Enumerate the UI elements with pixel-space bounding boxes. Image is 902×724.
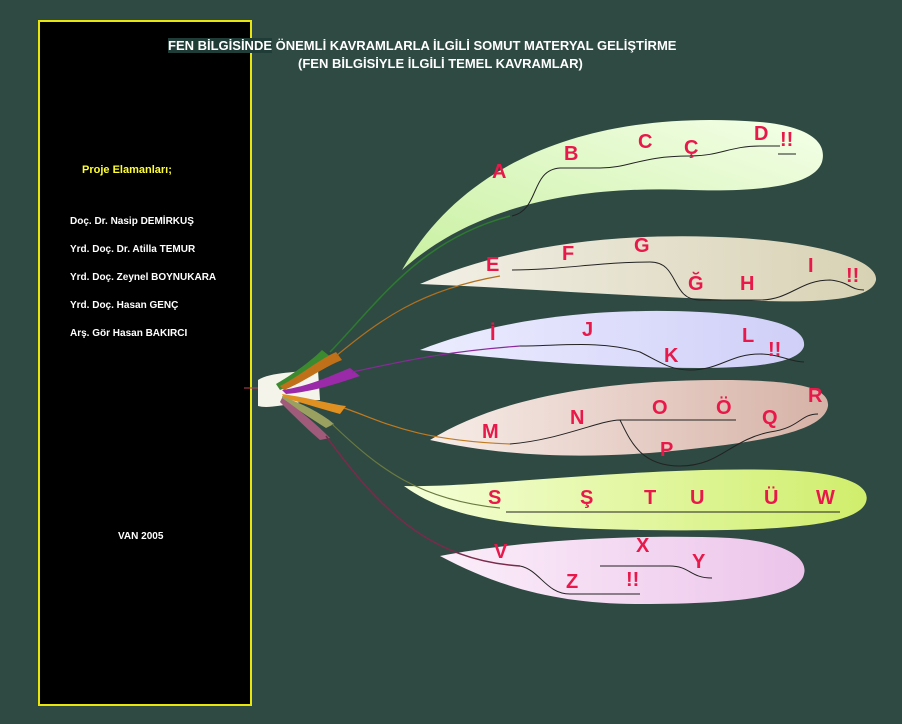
team-member: Arş. Gör Hasan BAKIRCI xyxy=(70,328,188,339)
letter: T xyxy=(644,487,657,509)
letter: P xyxy=(660,439,674,461)
letter: Ö xyxy=(716,397,732,419)
letter: Ü xyxy=(764,487,779,509)
letter: G xyxy=(634,235,650,257)
letter: !! xyxy=(626,569,640,591)
letter: S xyxy=(488,487,502,509)
letter: !! xyxy=(846,265,860,287)
letter: !! xyxy=(780,129,794,151)
letter: H xyxy=(740,273,755,295)
footer-year: VAN 2005 xyxy=(118,531,164,542)
letter: O xyxy=(652,397,668,419)
letter: A xyxy=(492,161,507,183)
letter: I xyxy=(808,255,814,277)
letter: X xyxy=(636,535,650,557)
letter: J xyxy=(582,319,594,341)
letter: Ğ xyxy=(688,273,704,295)
team-member: Yrd. Doç. Dr. Atilla TEMUR xyxy=(70,244,196,255)
letter: E xyxy=(486,254,500,276)
letter: D xyxy=(754,123,769,145)
letter: L xyxy=(742,325,755,347)
letter: Y xyxy=(692,551,706,573)
letter: İ xyxy=(490,323,496,345)
team-heading: Proje Elamanları; xyxy=(82,164,172,176)
letter: C xyxy=(638,131,653,153)
team-member: Doç. Dr. Nasip DEMİRKUŞ xyxy=(70,216,194,227)
letter: Ş xyxy=(580,487,594,509)
letter: U xyxy=(690,487,705,509)
title-highlight: FEN BİLGİSİNDE xyxy=(168,38,273,53)
letter: R xyxy=(808,385,823,407)
letter: B xyxy=(564,143,579,165)
team-member: Yrd. Doç. Hasan GENÇ xyxy=(70,300,179,311)
letter: Q xyxy=(762,407,778,429)
page-subtitle: (FEN BİLGİSİYLE İLGİLİ TEMEL KAVRAMLAR) xyxy=(298,56,583,71)
letter: !! xyxy=(768,339,782,361)
letter: K xyxy=(664,345,679,367)
letter: N xyxy=(570,407,585,429)
team-member: Yrd. Doç. Zeynel BOYNUKARA xyxy=(70,272,217,283)
title-rest: ÖNEMLİ KAVRAMLARLA İLGİLİ SOMUT MATERYAL GELİŞTİRME xyxy=(272,38,677,53)
letter: F xyxy=(562,243,575,265)
letter: M xyxy=(482,421,499,443)
letter: V xyxy=(494,541,508,563)
letter: W xyxy=(816,487,835,509)
letter: Ç xyxy=(684,137,699,159)
petal-5 xyxy=(404,470,867,531)
letter: Z xyxy=(566,571,579,593)
